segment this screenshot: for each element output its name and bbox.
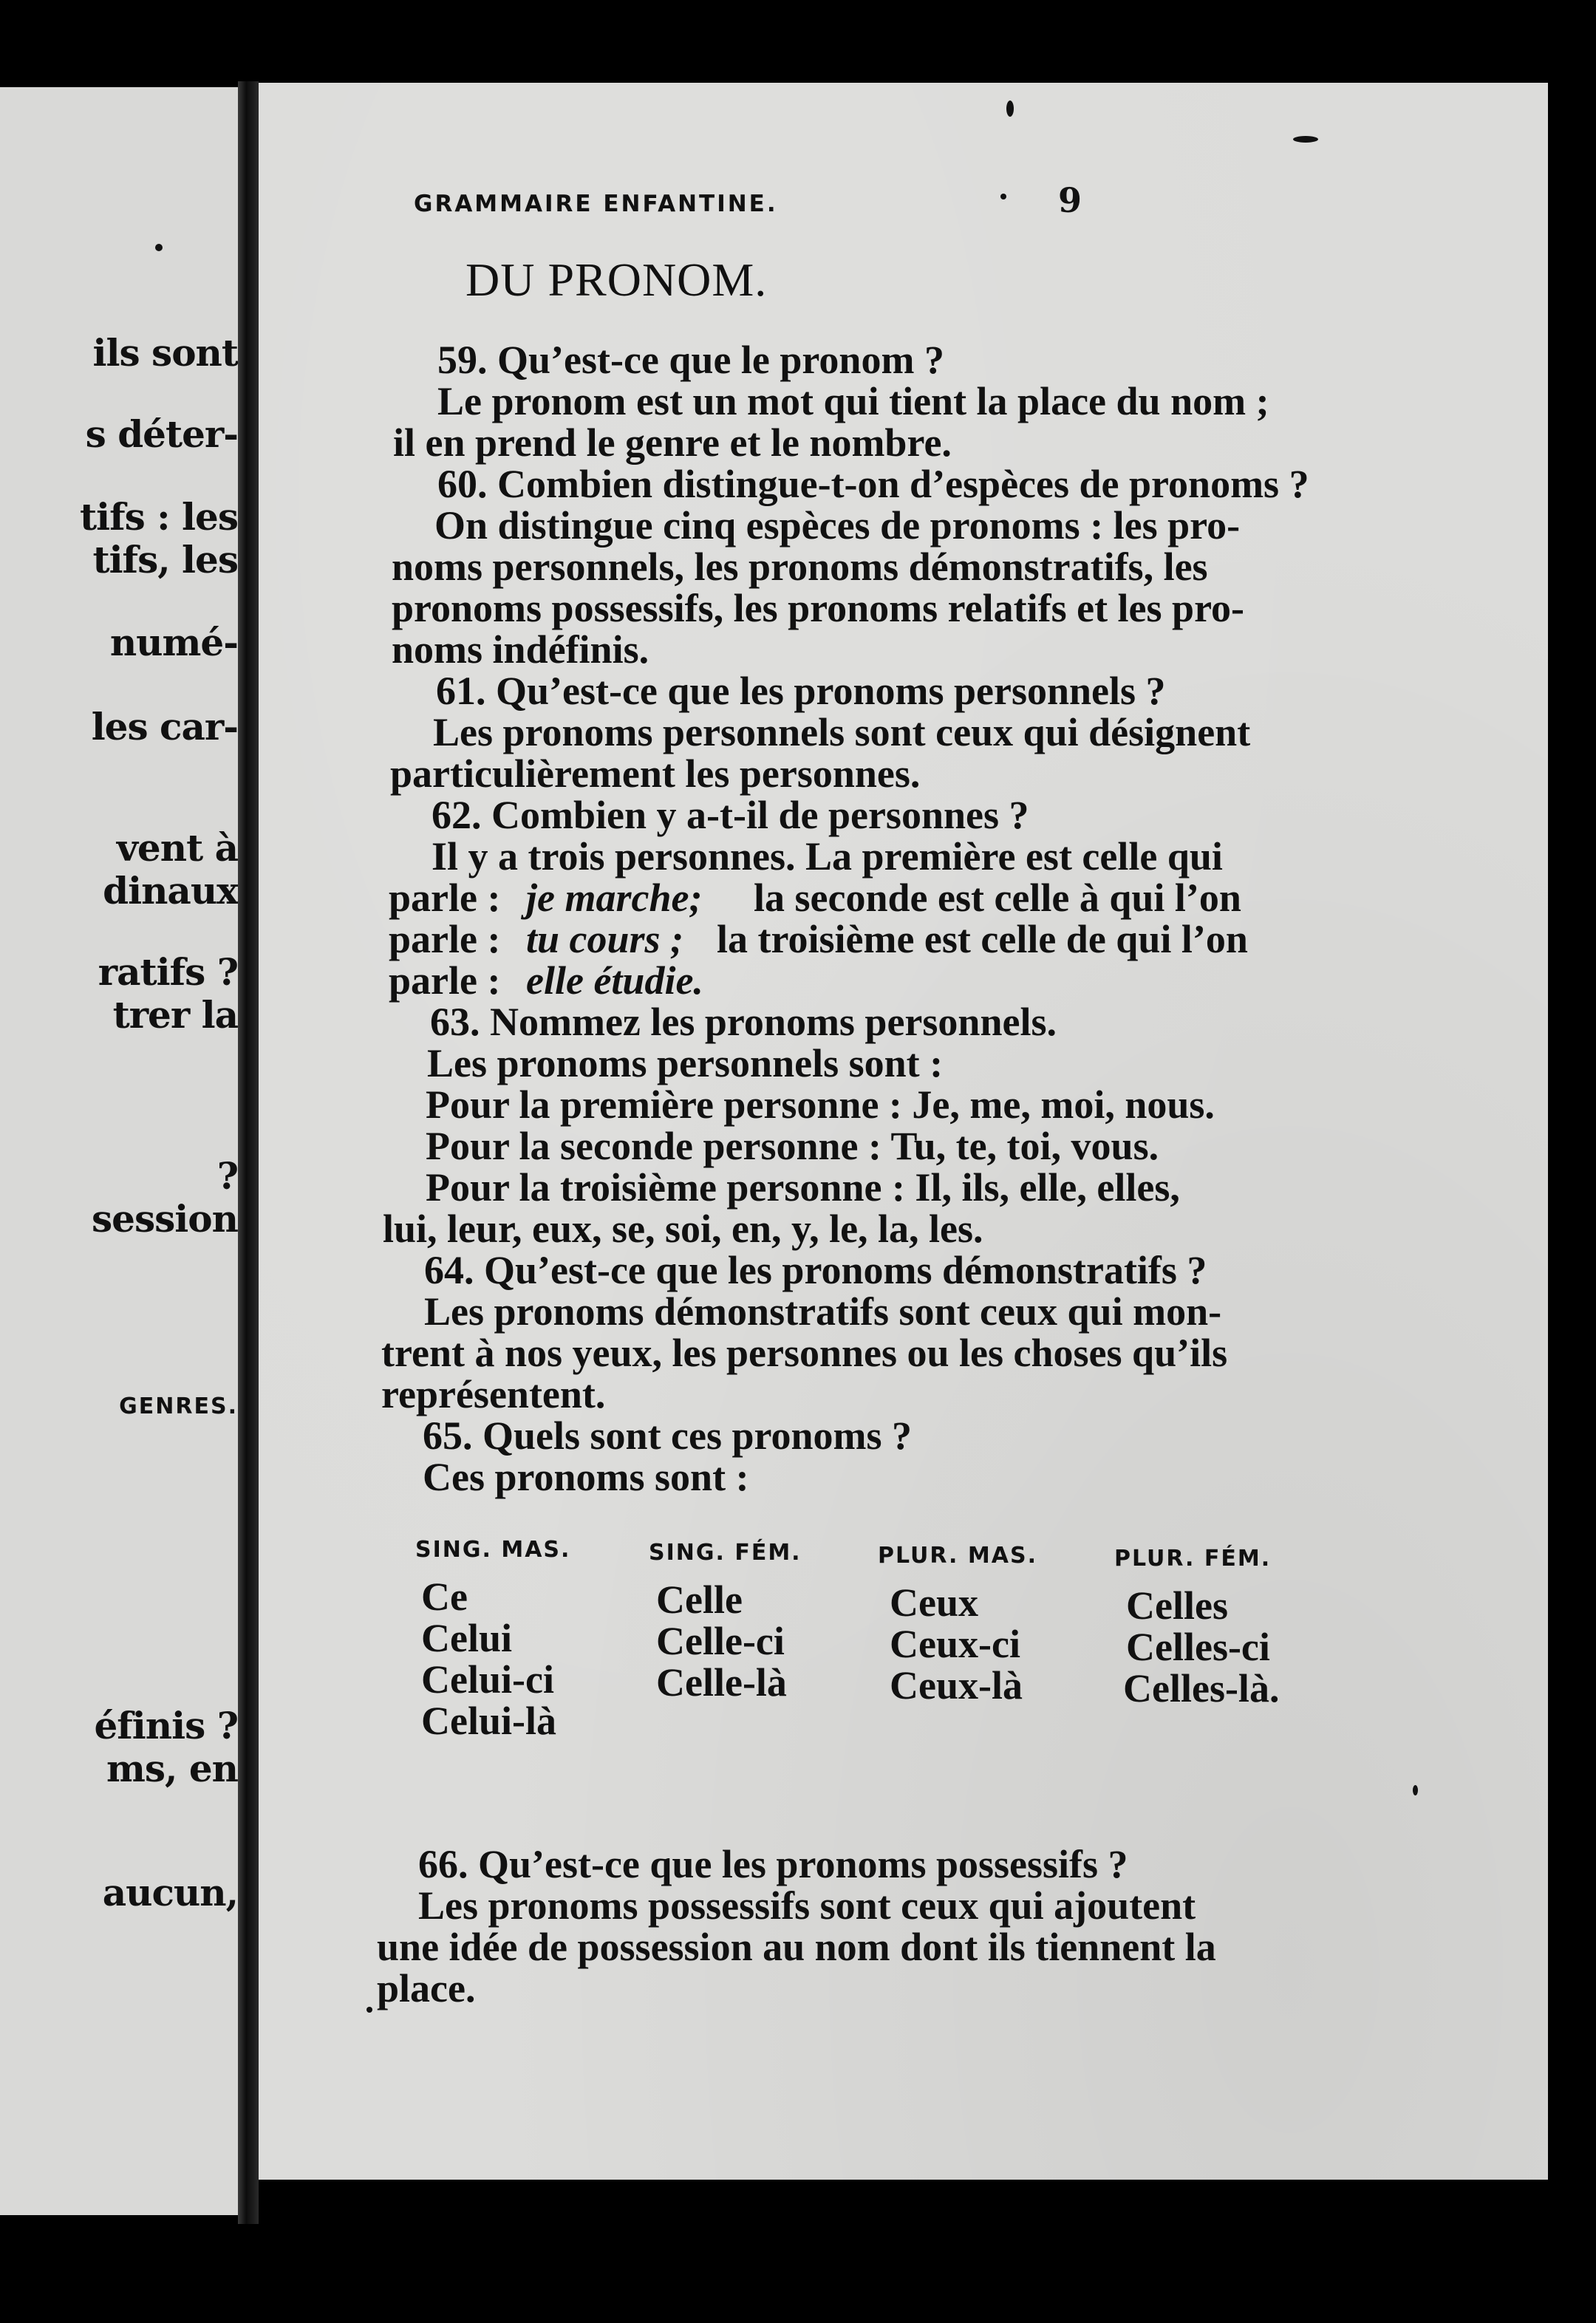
table-cell: Celui-là [421, 1699, 556, 1743]
question-66: 66. Qu’est-ce que les pronoms possessifs ? [418, 1842, 1128, 1886]
left-page-line: ms, en [106, 1747, 238, 1790]
answer-line: Il y a trois personnes. La première est celle qui [432, 834, 1223, 879]
left-page-line: trer la [112, 993, 238, 1037]
section-title: DU PRONOM. [466, 253, 768, 306]
table-cell: Celle [656, 1577, 743, 1622]
left-page-line: aucun, [102, 1871, 238, 1914]
left-page-line: les car- [91, 705, 238, 748]
question-62: 62. Combien y a-t-il de personnes ? [432, 793, 1029, 837]
answer-line: une idée de possession au nom dont ils tiennent la [377, 1925, 1216, 1969]
answer-line: noms personnels, les pronoms démonstratifs, les [392, 545, 1208, 589]
answer-line: lui, leur, eux, se, soi, en, y, le, la, les. [383, 1207, 983, 1251]
answer-line: Les pronoms démonstratifs sont ceux qui mon- [424, 1289, 1222, 1334]
answer-line: Pour la première personne : Je, me, moi, nous. [426, 1082, 1215, 1127]
previous-page-fragment [0, 87, 238, 2215]
table-cell: Celui [421, 1616, 513, 1660]
question-60: 60. Combien distingue-t-on d’espèces de pronoms ? [437, 462, 1309, 506]
example-italic: je marche; [526, 876, 703, 920]
table-cell: Ceux [890, 1580, 978, 1625]
answer-line: Pour la seconde personne : Tu, te, toi, vous. [426, 1124, 1159, 1168]
question-59: 59. Qu’est-ce que le pronom ? [437, 338, 944, 382]
left-page-line: éfinis ? [94, 1704, 238, 1747]
left-page-line: dinaux [103, 869, 238, 913]
answer-line: place. [377, 1966, 476, 2010]
scan-speck [366, 2007, 372, 2013]
answer-line-start: parle : [389, 876, 501, 920]
running-head: GRAMMAIRE ENFANTINE. [414, 191, 778, 217]
answer-line-start: parle : [389, 958, 501, 1003]
table-cell: Celles-ci [1126, 1625, 1270, 1669]
page-number: 9 [1058, 180, 1082, 220]
answer-line: Les pronoms personnels sont ceux qui désignent [433, 710, 1251, 754]
left-page-line: numé- [109, 621, 238, 664]
table-cell: Ce [421, 1575, 468, 1619]
table-cell: Ceux-là [890, 1663, 1023, 1708]
answer-line: Les pronoms possessifs sont ceux qui ajoutent [418, 1883, 1196, 1928]
answer-line: Le pronom est un mot qui tient la place du nom ; [437, 379, 1269, 423]
scan-speck [1000, 194, 1006, 199]
answer-line: Pour la troisième personne : Il, ils, elle, elles, [426, 1165, 1180, 1210]
answer-line: représentent. [381, 1372, 606, 1416]
answer-line-end: la seconde est celle à qui l’on [754, 876, 1241, 920]
column-header: SING. MAS. [415, 1537, 571, 1563]
question-65: 65. Quels sont ces pronoms ? [423, 1413, 913, 1458]
table-cell: Celle-là [656, 1660, 787, 1705]
column-header: SING. FÉM. [649, 1540, 802, 1566]
question-61: 61. Qu’est-ce que les pronoms personnels ? [436, 669, 1166, 713]
answer-line: pronoms possessifs, les pronoms relatifs et les pro- [392, 586, 1245, 630]
answer-line: Les pronoms personnels sont : [427, 1041, 944, 1085]
table-cell: Ceux-ci [890, 1622, 1020, 1666]
answer-line: On distingue cinq espèces de pronoms : les pro- [434, 503, 1241, 548]
table-cell: Celles-là. [1123, 1666, 1280, 1710]
question-64: 64. Qu’est-ce que les pronoms démonstratifs ? [424, 1248, 1207, 1292]
left-page-line: vent à [116, 826, 238, 870]
table-cell: Celles [1126, 1583, 1228, 1628]
left-page-line: tifs : les [80, 495, 238, 539]
example-italic: elle étudie. [526, 958, 703, 1003]
column-header: PLUR. FÉM. [1114, 1546, 1272, 1572]
answer-line: particulièrement les personnes. [390, 751, 921, 796]
question-63: 63. Nommez les pronoms personnels. [430, 1000, 1057, 1044]
answer-line: noms indéfinis. [392, 627, 649, 672]
answer-line-start: parle : [389, 917, 501, 961]
scan-speck [1413, 1785, 1418, 1795]
scan-speck [1293, 136, 1318, 143]
left-page-line: s déter- [85, 412, 238, 456]
left-page-line: ratifs ? [98, 950, 238, 994]
scan-speck [1006, 100, 1014, 117]
left-page-line: GENRES. [119, 1394, 238, 1419]
table-cell: Celle-ci [656, 1619, 785, 1663]
example-italic: tu cours ; [526, 917, 684, 961]
answer-line: trent à nos yeux, les personnes ou les choses qu’ils [381, 1331, 1228, 1375]
left-page-line: tifs, les [92, 538, 238, 581]
column-header: PLUR. MAS. [878, 1543, 1037, 1569]
answer-line: Ces pronoms sont : [423, 1455, 749, 1499]
answer-line: il en prend le genre et le nombre. [393, 420, 952, 465]
answer-line-end: la troisième est celle de qui l’on [717, 917, 1248, 961]
table-cell: Celui-ci [421, 1657, 554, 1702]
left-page-line: ? [216, 1154, 238, 1198]
book-gutter [238, 81, 259, 2224]
left-page-line: ils sont [92, 331, 238, 375]
scan-speck [155, 244, 163, 251]
left-page-line: session [92, 1197, 238, 1241]
